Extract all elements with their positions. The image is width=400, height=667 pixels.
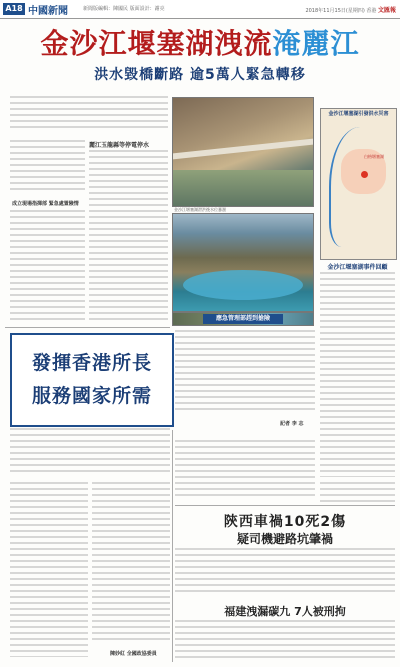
- main-headline: [10, 22, 390, 62]
- article-column-2a: [10, 140, 85, 192]
- page-header-bar: [0, 0, 400, 19]
- newspaper-brand: 文匯報: [377, 7, 396, 14]
- flood-water: [173, 170, 313, 206]
- page-number: A18: [3, 3, 25, 15]
- short-news-column-left: [175, 440, 315, 500]
- divider-horizontal-2: [175, 505, 395, 506]
- map-lake-pin: [361, 171, 368, 178]
- shaanxi-subheadline: 疑司機避路坑肇禍: [236, 532, 333, 546]
- timeline-title: 金沙江堰塞湖事件回顧: [327, 264, 388, 271]
- photo-caption: 金沙江堰塞湖泄洪後水位暴漲: [174, 207, 226, 212]
- timeline-text: [320, 272, 395, 477]
- article-column-4: [175, 330, 315, 410]
- article-column-2b: [89, 150, 168, 320]
- opinion-byline: 陳妙紅 全國政協委員: [110, 651, 157, 657]
- short-news-column: [320, 482, 395, 502]
- editor-line: 新聞版編輯：陳國民 版面設計：謝亮: [83, 6, 165, 12]
- opinion-intro: [10, 428, 170, 476]
- headline-main: 金沙江堰塞湖洩流: [40, 27, 273, 60]
- flood-bridge-photo: [172, 97, 314, 207]
- story-byline: 記者 李 志: [280, 421, 304, 427]
- divider-horizontal: [5, 327, 170, 328]
- article-column-3: [10, 210, 85, 320]
- rescue-photo: [172, 312, 314, 326]
- opinion-headline-line2: 服務國家所需: [31, 385, 152, 407]
- subheadline: 洪水毀橋斷路 逾5萬人緊急轉移: [94, 67, 306, 83]
- lead-subheading: 麗江玉龍縣等停電停水: [89, 142, 150, 149]
- date-text: 2018年11月15日(星期四) 香港: [305, 8, 377, 14]
- opinion-headline-line1: 發揮香港所長: [31, 352, 152, 374]
- section-title: 中國新聞: [28, 6, 68, 17]
- headline-accent: 淹麗江: [272, 27, 360, 60]
- article-column-1: [10, 96, 168, 132]
- dammed-lake-aerial-photo: [172, 213, 314, 312]
- flood-map: [320, 108, 397, 260]
- opinion-headline-box: [10, 333, 174, 427]
- submerged-bridge: [173, 139, 313, 160]
- map-note: 白格堰塞湖: [364, 154, 384, 159]
- dateline: [305, 5, 396, 14]
- shaanxi-headline: 陝西車禍10死2傷: [223, 514, 347, 530]
- map-title: 金沙江堰塞湖引發洪水災害: [328, 111, 389, 117]
- dammed-lake: [183, 270, 303, 300]
- map-river: [329, 127, 391, 247]
- shaanxi-text: [175, 548, 395, 596]
- opinion-column-2: [92, 482, 170, 642]
- fujian-headline: 福建洩漏碳九 7人被刑拘: [224, 605, 346, 618]
- photo-label: 應急管理部趕到搶險: [203, 314, 283, 324]
- divider-vertical: [172, 430, 173, 662]
- fujian-text: [175, 620, 395, 662]
- opinion-column-1: [10, 482, 88, 657]
- section-subheading: 成立現場指揮部 緊急處置險情: [12, 201, 79, 207]
